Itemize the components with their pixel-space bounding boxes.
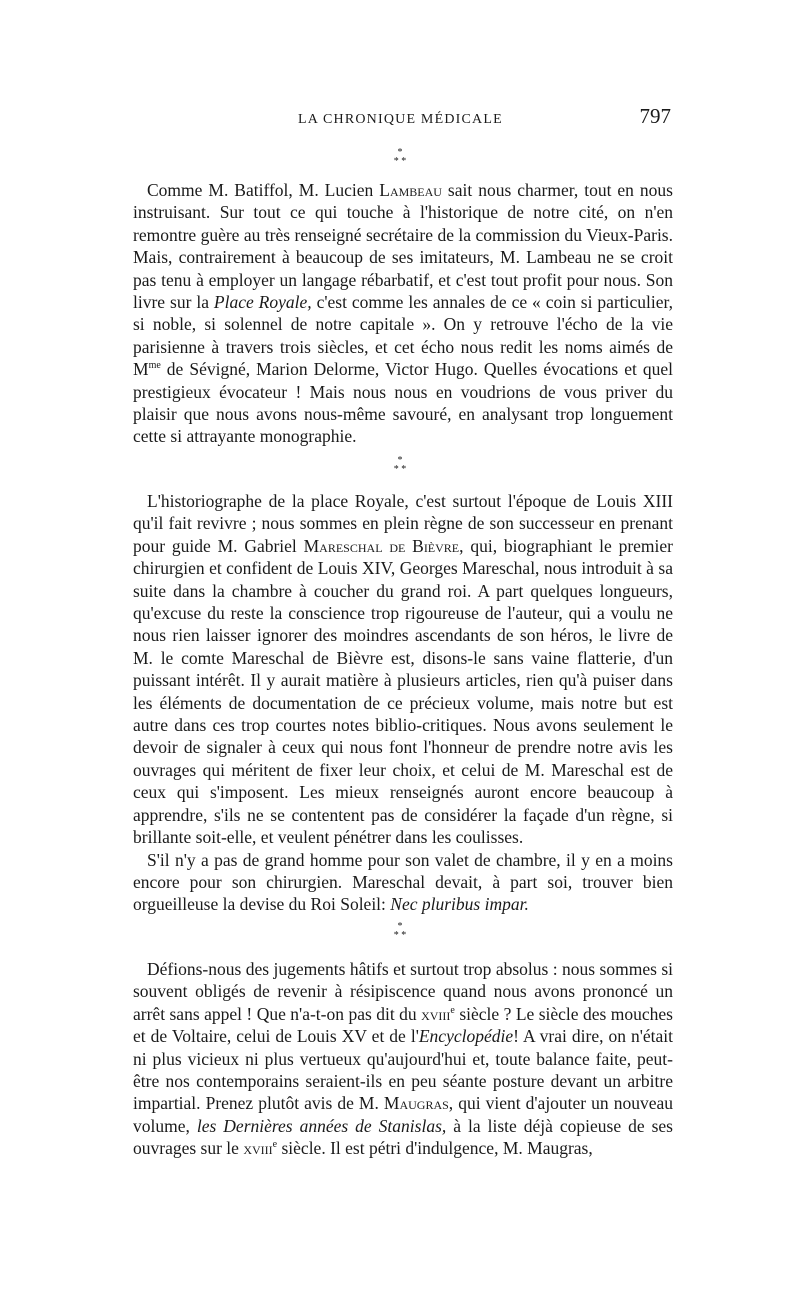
paragraph: Défions-nous des jugements hâtifs et surtout trop absolus : nous sommes si souvent obligés de revenir à résipiscence quand nous avons prononcé un arrêt sans appel ! Que n'a-t-on pas dit du xviii$^e$ siècle ? Le siècle des mouches et de Voltaire, celui de Louis XV et de l'Encyclopédie! A vrai dire, on n'était ni plus vicieux ni plus vertueux qu'aujourd'hui et, toute balance faite, peut-être nos contemporains seraient-ils en peu séante posture devant un arbitre impartial. Prenez plutôt avis de M. Maugras, qui vient d'ajouter un nouveau volume, les Dernières années de Stanislas, à la liste déjà copieuse de ses ouvrages sur le xviii$^e$ siècle. Il est pétri d'indulgence, M. Maugras, xyxy=(133,959,674,1159)
book-title: les Dernières années de Stanislas, xyxy=(196,1115,447,1136)
section-separator xyxy=(0,148,800,166)
page-number: 797 xyxy=(639,104,671,128)
section-separator xyxy=(0,922,800,940)
book-title: Encyclopédie xyxy=(418,1026,514,1047)
paragraph: Comme M. Batiffol, M. Lucien Lambeau sait nous charmer, tout en nous instruisant. Sur tout ce qui touche à l'historique de notre cité, on n'en remontre guère au très renseigné secrétaire de la commission du Vieux-Paris. Mais, contrairement à beaucoup de ses imitateurs, M. Lambeau ne se croit pas tenu à employer un langage rébarbatif, et c'est tout profit pour nous. Son livre sur la Place Royale, c'est comme les annales de ce « coin si particulier, si noble, si solennel de notre capitale ». On y retrouve l'écho de la vie parisienne à travers trois siècles, et cet écho nous redit les noms aimés de $M^{me}$ de Sévigné, Marion Delorme, Victor Hugo. Quelles évocations et quel prestigieux évocateur ! Mais nous nous en voudrions de vous priver du plaisir que nous avons nous-même savouré, en analysant trop longuement cette si attrayante monographie. xyxy=(133,180,673,447)
separator-top-star: * xyxy=(397,147,403,158)
separator-bottom-stars: * * xyxy=(393,464,407,475)
review-lambeau xyxy=(133,179,673,448)
paragraph: L'historiographe de la place Royale, c'est surtout l'époque de Louis XIII qu'il fait revivre ; nous sommes en plein règne de son successeur en prenant pour guide M. Gabriel Mareschal de Bièvre, qui, biographiant le premier chirurgien et confident de Louis XIV, Georges Mareschal, nous introduit à sa suite dans la chambre à coucher du grand roi. A part quelques longueurs, qu'excuse du reste la conscience trop rigoureuse de l'auteur, qui a voulu ne nous rien laisser ignorer des moindres ascendants de son héros, le livre de M. le comte Mareschal de Bièvre est, disons-le sans vaine flatterie, d'un puissant intérêt. Il y aurait matière à plusieurs articles, rien qu'à puiser dans les éléments de documentation de ce précieux volume, mais notre but est autre dans ces trop courtes notes biblio-critiques. Nous avons seulement le devoir de signaler à ceux qui nous font l'honneur de prendre notre avis les ouvrages qui méritent de fixer leur choix, et celui de M. Mareschal est de ceux qui s'imposent. Les mieux renseignés auront encore beaucoup à apprendre, s'ils ne se contentent pas de considérer la façade d'un règne, si brillante soit-elle, et veulent pénétrer dans les coulisses. xyxy=(133,491,674,848)
review-maugras xyxy=(133,958,673,1160)
separator-top-star: * xyxy=(397,455,403,466)
separator-bottom-stars: * * xyxy=(393,930,407,941)
running-title: LA CHRONIQUE MÉDICALE xyxy=(298,112,503,127)
motto: Nec pluribus impar. xyxy=(390,894,529,915)
paragraph: S'il n'y a pas de grand homme pour son valet de chambre, il y en a moins encore pour son chirurgien. Mareschal devait, à part soi, trouver bien orgueilleuse la devise du Roi Soleil: Nec pluribus impar. xyxy=(133,849,673,915)
author-name: Maugras xyxy=(383,1093,449,1114)
separator-bottom-stars: * * xyxy=(393,156,407,167)
section-separator xyxy=(0,456,800,474)
review-mareschal xyxy=(133,490,673,916)
page-header xyxy=(133,104,673,134)
book-title: Place Royale, xyxy=(213,292,312,313)
author-name: Mareschal de Bièvre xyxy=(303,535,460,556)
separator-top-star: * xyxy=(397,921,403,932)
author-name: Lambeau xyxy=(379,180,442,200)
